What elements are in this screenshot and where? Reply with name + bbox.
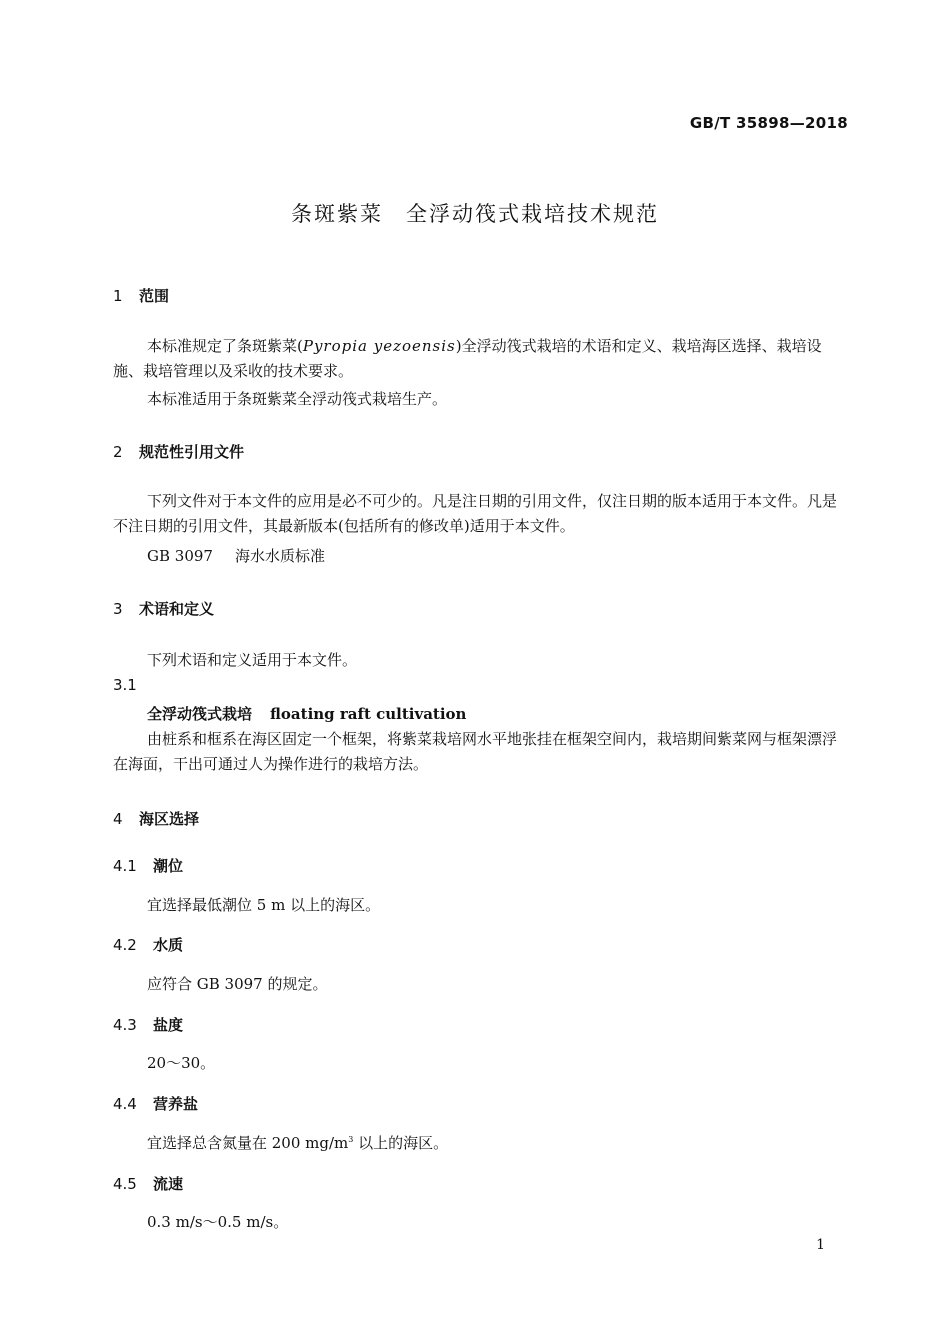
page-number: 1 (816, 1237, 825, 1253)
term-title (147, 703, 466, 724)
section-title: 术语和定义 (139, 600, 215, 618)
section-number: 3 (113, 600, 123, 618)
section-title: 海区选择 (139, 810, 200, 828)
section-title: 规范性引用文件 (139, 443, 245, 461)
term-definition: 由桩系和框系在海区固定一个框架，将紫菜栽培网水平地张挂在框架空间内，栽培期间紫菜网与框架漂浮在海面，干出可通过人为操作进行的栽培方法。 (113, 730, 838, 773)
section-number: 4 (113, 810, 123, 828)
reference-code: GB 3097 (147, 547, 213, 565)
subsection-number: 4.2 (113, 936, 137, 954)
subsection-4-2-text: 应符合 GB 3097 的规定。 (147, 975, 328, 993)
subsection-title: 水质 (153, 936, 184, 954)
subsection-4-1-text: 宜选择最低潮位 5 m 以上的海区。 (147, 896, 381, 914)
text-run: 宜选择总含氮量在 200 mg/m (147, 1134, 349, 1152)
subsection-4-2-heading (113, 934, 183, 955)
superscript: 3 (348, 1135, 354, 1144)
section-4-heading (113, 808, 199, 829)
term-english: floating raft cultivation (270, 705, 467, 723)
term-chinese: 全浮动筏式栽培 (147, 705, 253, 723)
section-2-heading (113, 441, 244, 462)
section-2-paragraph-1: 下列文件对于本文件的应用是必不可少的。凡是注日期的引用文件，仅注日期的版本适用于本文件。凡是不注日期的引用文件，其最新版本(包括所有的修改单)适用于本文件。 (113, 492, 838, 535)
text-run: 以上的海区。 (353, 1134, 449, 1152)
subsection-number: 4.1 (113, 857, 137, 875)
text-run: 本标准规定了条斑紫菜( (147, 337, 303, 355)
text-run: )全浮动筏式栽培的术语和定义、栽培海区选择、栽培设施、栽培管理以及采收的技术要求。 (113, 337, 822, 380)
section-1-heading (113, 285, 169, 306)
latin-species-name: Pyropia yezoensis (302, 337, 456, 355)
section-number: 2 (113, 443, 123, 461)
subsection-number: 4.4 (113, 1095, 137, 1113)
subsection-title: 流速 (153, 1175, 184, 1193)
normative-reference (147, 545, 325, 566)
section-number: 1 (113, 287, 123, 305)
section-3-heading (113, 598, 214, 619)
subsection-4-1-heading (113, 855, 183, 876)
reference-title: 海水水质标准 (234, 547, 325, 565)
standard-code: GB/T 35898—2018 (689, 114, 848, 132)
subsection-title: 营养盐 (153, 1095, 199, 1113)
subsection-title: 潮位 (153, 857, 184, 875)
document-title: 条斑紫菜 全浮动筏式栽培技术规范 (291, 202, 659, 226)
subsection-title: 盐度 (153, 1016, 184, 1034)
section-3-paragraph-1: 下列术语和定义适用于本文件。 (147, 651, 358, 669)
subsection-4-3-heading (113, 1014, 183, 1035)
subsection-4-4-heading (113, 1093, 198, 1114)
subsection-4-5-text: 0.3 m/s～0.5 m/s。 (147, 1213, 289, 1231)
subsection-number: 4.3 (113, 1016, 137, 1034)
subsection-4-4-text (147, 1132, 448, 1153)
subsection-4-5-heading (113, 1173, 183, 1194)
term-number: 3.1 (113, 676, 137, 694)
subsection-4-3-text: 20～30。 (147, 1054, 216, 1072)
subsection-number: 4.5 (113, 1175, 137, 1193)
section-title: 范围 (139, 287, 170, 305)
section-1-paragraph-2: 本标准适用于条斑紫菜全浮动筏式栽培生产。 (147, 390, 448, 408)
section-1-paragraph-1 (113, 334, 851, 384)
